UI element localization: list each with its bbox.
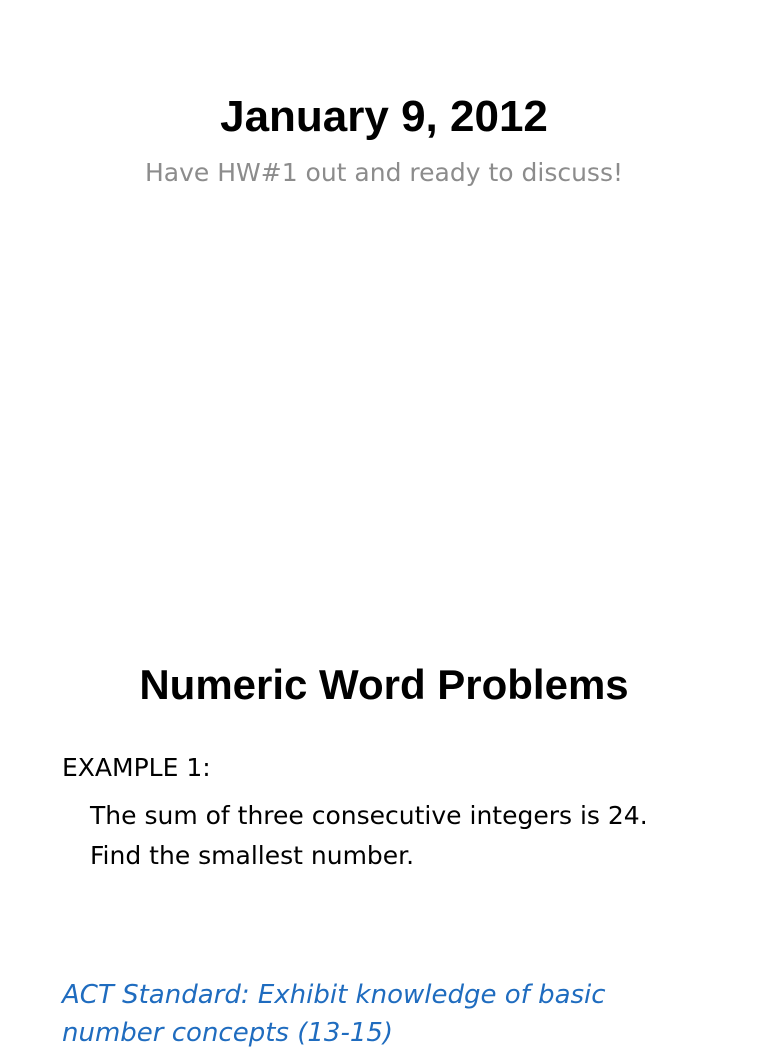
act-standard-text: ACT Standard: Exhibit knowledge of basic number concepts (13-15) bbox=[62, 980, 606, 1048]
example-line-2: Find the smallest number. bbox=[90, 841, 415, 870]
example-problem bbox=[90, 796, 730, 876]
example-line-1: The sum of three consecutive integers is 24. bbox=[90, 801, 648, 830]
slide-1-subtitle: Have HW#1 out and ready to discuss! bbox=[144, 158, 623, 187]
slide-2 bbox=[0, 600, 768, 1048]
slide-2-title: Numeric Word Problems bbox=[139, 661, 629, 708]
slide-1-title: January 9, 2012 bbox=[220, 92, 548, 141]
example-label: EXAMPLE 1: bbox=[62, 753, 211, 782]
